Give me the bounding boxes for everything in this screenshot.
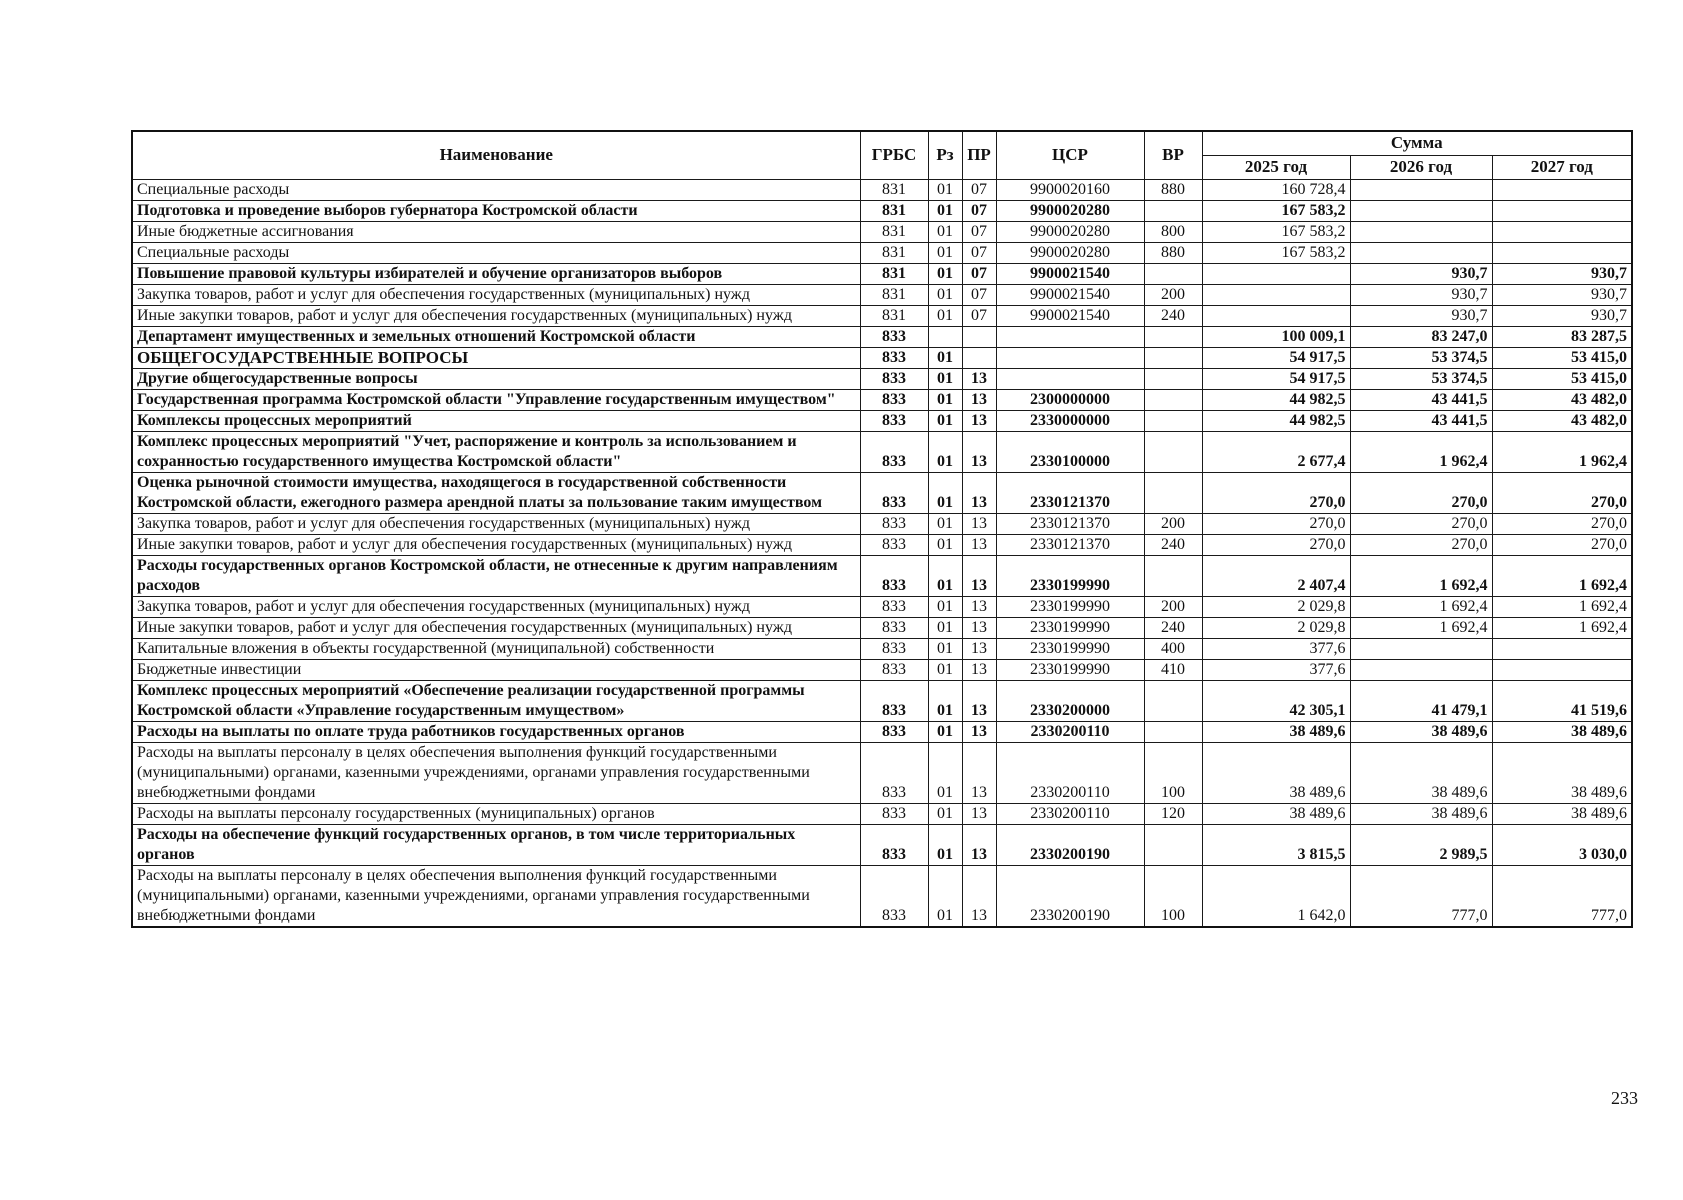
- cell-csr: 2330200110: [996, 721, 1144, 742]
- cell-sum-2025: 1 642,0: [1202, 865, 1350, 927]
- cell-sum-2026: 2 989,5: [1350, 824, 1492, 865]
- cell-sum-2027: 270,0: [1492, 534, 1632, 555]
- cell-vr: 200: [1144, 284, 1202, 305]
- cell-sum-2026: 777,0: [1350, 865, 1492, 927]
- cell-sum-2026: 1 692,4: [1350, 596, 1492, 617]
- cell-name: Расходы на выплаты по оплате труда работников государственных органов: [132, 721, 860, 742]
- cell-csr: 2330200190: [996, 865, 1144, 927]
- table-row: [132, 368, 1632, 389]
- cell-rz: 01: [928, 472, 962, 513]
- cell-sum-2025: 167 583,2: [1202, 200, 1350, 221]
- cell-vr: [1144, 824, 1202, 865]
- budget-table: [131, 130, 1633, 928]
- cell-rz: 01: [928, 389, 962, 410]
- header-year-2026: 2026 год: [1350, 155, 1492, 179]
- cell-csr: 2330200110: [996, 803, 1144, 824]
- cell-vr: 240: [1144, 617, 1202, 638]
- cell-pr: 13: [962, 742, 996, 803]
- cell-name: Расходы на выплаты персоналу в целях обеспечения выполнения функций государственными (муниципальными) органами, казенными учреждениями, органами управления государственными внебюджетными фондами: [132, 742, 860, 803]
- table-row: [132, 555, 1632, 596]
- cell-sum-2026: 930,7: [1350, 263, 1492, 284]
- cell-csr: 9900021540: [996, 305, 1144, 326]
- header-vr: ВР: [1144, 131, 1202, 179]
- table-row: [132, 200, 1632, 221]
- cell-name: Иные закупки товаров, работ и услуг для обеспечения государственных (муниципальных) нужд: [132, 617, 860, 638]
- cell-rz: 01: [928, 513, 962, 534]
- cell-sum-2026: 1 692,4: [1350, 617, 1492, 638]
- cell-sum-2026: 270,0: [1350, 513, 1492, 534]
- cell-sum-2027: 41 519,6: [1492, 680, 1632, 721]
- cell-pr: 07: [962, 263, 996, 284]
- cell-vr: [1144, 368, 1202, 389]
- table-row: [132, 824, 1632, 865]
- cell-sum-2027: 38 489,6: [1492, 803, 1632, 824]
- cell-sum-2025: 270,0: [1202, 472, 1350, 513]
- cell-name: Капитальные вложения в объекты государственной (муниципальной) собственности: [132, 638, 860, 659]
- cell-grbs: 831: [860, 221, 928, 242]
- cell-vr: [1144, 555, 1202, 596]
- cell-grbs: 831: [860, 284, 928, 305]
- cell-vr: [1144, 389, 1202, 410]
- cell-sum-2026: 270,0: [1350, 534, 1492, 555]
- cell-pr: 13: [962, 824, 996, 865]
- cell-grbs: 833: [860, 326, 928, 347]
- cell-grbs: 833: [860, 534, 928, 555]
- cell-sum-2025: 38 489,6: [1202, 742, 1350, 803]
- cell-vr: [1144, 431, 1202, 472]
- cell-sum-2026: 38 489,6: [1350, 803, 1492, 824]
- header-name: Наименование: [132, 131, 860, 179]
- cell-sum-2027: [1492, 200, 1632, 221]
- table-row: [132, 472, 1632, 513]
- cell-name: Закупка товаров, работ и услуг для обеспечения государственных (муниципальных) нужд: [132, 284, 860, 305]
- cell-sum-2025: 270,0: [1202, 513, 1350, 534]
- cell-sum-2025: 38 489,6: [1202, 803, 1350, 824]
- cell-sum-2025: [1202, 305, 1350, 326]
- cell-sum-2027: 1 692,4: [1492, 596, 1632, 617]
- cell-name: Специальные расходы: [132, 179, 860, 200]
- cell-name: Оценка рыночной стоимости имущества, находящегося в государственной собственности Костромской области, ежегодного размера арендной платы за пользование таким имуществом: [132, 472, 860, 513]
- cell-vr: [1144, 263, 1202, 284]
- cell-csr: 2330121370: [996, 472, 1144, 513]
- cell-rz: 01: [928, 263, 962, 284]
- cell-pr: 13: [962, 368, 996, 389]
- cell-pr: 13: [962, 596, 996, 617]
- header-pr: ПР: [962, 131, 996, 179]
- table-row: [132, 803, 1632, 824]
- cell-pr: 13: [962, 659, 996, 680]
- cell-csr: [996, 368, 1144, 389]
- cell-rz: [928, 326, 962, 347]
- table-row: [132, 534, 1632, 555]
- cell-rz: 01: [928, 431, 962, 472]
- table-row: [132, 326, 1632, 347]
- cell-vr: [1144, 472, 1202, 513]
- cell-grbs: 831: [860, 242, 928, 263]
- cell-sum-2025: 2 029,8: [1202, 596, 1350, 617]
- cell-csr: 2330199990: [996, 555, 1144, 596]
- cell-name: Расходы государственных органов Костромской области, не отнесенные к другим направлениям расходов: [132, 555, 860, 596]
- cell-grbs: 833: [860, 803, 928, 824]
- cell-pr: 13: [962, 389, 996, 410]
- cell-csr: 2330200000: [996, 680, 1144, 721]
- cell-sum-2027: 53 415,0: [1492, 368, 1632, 389]
- cell-rz: 01: [928, 721, 962, 742]
- cell-rz: 01: [928, 242, 962, 263]
- cell-sum-2027: 83 287,5: [1492, 326, 1632, 347]
- cell-sum-2025: 54 917,5: [1202, 368, 1350, 389]
- cell-name: Комплекс процессных мероприятий "Учет, распоряжение и контроль за использованием и сохранностью государственного имущества Костромской области": [132, 431, 860, 472]
- cell-rz: 01: [928, 347, 962, 368]
- cell-pr: [962, 347, 996, 368]
- cell-name: Иные закупки товаров, работ и услуг для обеспечения государственных (муниципальных) нужд: [132, 534, 860, 555]
- cell-grbs: 831: [860, 200, 928, 221]
- cell-name: Расходы на выплаты персоналу государственных (муниципальных) органов: [132, 803, 860, 824]
- cell-name: Иные закупки товаров, работ и услуг для обеспечения государственных (муниципальных) нужд: [132, 305, 860, 326]
- cell-vr: 880: [1144, 179, 1202, 200]
- cell-name: Департамент имущественных и земельных отношений Костромской области: [132, 326, 860, 347]
- table-row: [132, 284, 1632, 305]
- cell-grbs: 833: [860, 347, 928, 368]
- cell-pr: 07: [962, 242, 996, 263]
- cell-rz: 01: [928, 865, 962, 927]
- cell-csr: 2330199990: [996, 659, 1144, 680]
- cell-rz: 01: [928, 803, 962, 824]
- cell-sum-2027: 270,0: [1492, 513, 1632, 534]
- cell-sum-2025: 44 982,5: [1202, 389, 1350, 410]
- cell-csr: 2330199990: [996, 596, 1144, 617]
- cell-sum-2026: [1350, 638, 1492, 659]
- cell-rz: 01: [928, 680, 962, 721]
- cell-grbs: 833: [860, 824, 928, 865]
- cell-sum-2026: 930,7: [1350, 284, 1492, 305]
- cell-grbs: 833: [860, 638, 928, 659]
- cell-sum-2027: 270,0: [1492, 472, 1632, 513]
- cell-pr: 07: [962, 305, 996, 326]
- table-row: [132, 617, 1632, 638]
- cell-sum-2025: 167 583,2: [1202, 242, 1350, 263]
- cell-sum-2026: 43 441,5: [1350, 410, 1492, 431]
- header-rz: Рз: [928, 131, 962, 179]
- cell-vr: 100: [1144, 742, 1202, 803]
- cell-grbs: 831: [860, 263, 928, 284]
- cell-sum-2027: 43 482,0: [1492, 410, 1632, 431]
- cell-rz: 01: [928, 305, 962, 326]
- cell-rz: 01: [928, 200, 962, 221]
- cell-pr: 07: [962, 284, 996, 305]
- cell-rz: 01: [928, 284, 962, 305]
- cell-csr: 2330000000: [996, 410, 1144, 431]
- cell-sum-2027: 1 692,4: [1492, 555, 1632, 596]
- cell-grbs: 833: [860, 513, 928, 534]
- cell-sum-2027: 43 482,0: [1492, 389, 1632, 410]
- cell-grbs: 833: [860, 680, 928, 721]
- cell-vr: [1144, 410, 1202, 431]
- cell-sum-2026: 270,0: [1350, 472, 1492, 513]
- cell-csr: 2330199990: [996, 638, 1144, 659]
- cell-sum-2026: 83 247,0: [1350, 326, 1492, 347]
- cell-grbs: 833: [860, 659, 928, 680]
- cell-vr: 240: [1144, 534, 1202, 555]
- cell-grbs: 833: [860, 410, 928, 431]
- cell-sum-2026: 41 479,1: [1350, 680, 1492, 721]
- cell-sum-2026: 43 441,5: [1350, 389, 1492, 410]
- cell-pr: 07: [962, 179, 996, 200]
- table-row: [132, 179, 1632, 200]
- cell-name: Бюджетные инвестиции: [132, 659, 860, 680]
- cell-sum-2026: 38 489,6: [1350, 742, 1492, 803]
- cell-grbs: 833: [860, 389, 928, 410]
- cell-name: Государственная программа Костромской области "Управление государственным имуществом": [132, 389, 860, 410]
- cell-sum-2025: 42 305,1: [1202, 680, 1350, 721]
- cell-rz: 01: [928, 659, 962, 680]
- cell-sum-2025: 100 009,1: [1202, 326, 1350, 347]
- cell-vr: 800: [1144, 221, 1202, 242]
- cell-csr: 9900021540: [996, 284, 1144, 305]
- cell-sum-2025: 54 917,5: [1202, 347, 1350, 368]
- cell-sum-2027: 38 489,6: [1492, 721, 1632, 742]
- cell-csr: 9900020280: [996, 200, 1144, 221]
- cell-sum-2027: [1492, 638, 1632, 659]
- cell-sum-2026: [1350, 200, 1492, 221]
- cell-sum-2027: [1492, 659, 1632, 680]
- cell-rz: 01: [928, 410, 962, 431]
- cell-name: Расходы на выплаты персоналу в целях обеспечения выполнения функций государственными (муниципальными) органами, казенными учреждениями, органами управления государственными внебюджетными фондами: [132, 865, 860, 927]
- table-row: [132, 347, 1632, 368]
- cell-rz: 01: [928, 534, 962, 555]
- table-row: [132, 389, 1632, 410]
- cell-vr: 410: [1144, 659, 1202, 680]
- cell-vr: [1144, 326, 1202, 347]
- cell-vr: 200: [1144, 596, 1202, 617]
- cell-rz: 01: [928, 824, 962, 865]
- cell-grbs: 831: [860, 305, 928, 326]
- cell-sum-2025: 3 815,5: [1202, 824, 1350, 865]
- cell-pr: 13: [962, 513, 996, 534]
- cell-rz: 01: [928, 742, 962, 803]
- table-row: [132, 221, 1632, 242]
- cell-pr: 13: [962, 410, 996, 431]
- cell-sum-2025: 270,0: [1202, 534, 1350, 555]
- table-row: [132, 638, 1632, 659]
- cell-grbs: 833: [860, 431, 928, 472]
- cell-sum-2026: 38 489,6: [1350, 721, 1492, 742]
- cell-rz: 01: [928, 617, 962, 638]
- cell-vr: 880: [1144, 242, 1202, 263]
- cell-pr: 07: [962, 200, 996, 221]
- cell-name: Подготовка и проведение выборов губернатора Костромской области: [132, 200, 860, 221]
- cell-pr: [962, 326, 996, 347]
- table-row: [132, 596, 1632, 617]
- cell-vr: [1144, 200, 1202, 221]
- cell-sum-2026: 53 374,5: [1350, 347, 1492, 368]
- cell-grbs: 833: [860, 617, 928, 638]
- cell-csr: 9900021540: [996, 263, 1144, 284]
- cell-sum-2027: 1 692,4: [1492, 617, 1632, 638]
- cell-name: Закупка товаров, работ и услуг для обеспечения государственных (муниципальных) нужд: [132, 596, 860, 617]
- cell-rz: 01: [928, 221, 962, 242]
- cell-name: Специальные расходы: [132, 242, 860, 263]
- cell-sum-2027: [1492, 221, 1632, 242]
- table-row: [132, 721, 1632, 742]
- cell-rz: 01: [928, 555, 962, 596]
- cell-sum-2026: 1 692,4: [1350, 555, 1492, 596]
- cell-sum-2026: [1350, 221, 1492, 242]
- cell-grbs: 833: [860, 555, 928, 596]
- cell-rz: 01: [928, 179, 962, 200]
- cell-name: Другие общегосударственные вопросы: [132, 368, 860, 389]
- cell-csr: 2330100000: [996, 431, 1144, 472]
- cell-csr: 2330200190: [996, 824, 1144, 865]
- cell-pr: 13: [962, 555, 996, 596]
- cell-csr: [996, 347, 1144, 368]
- cell-vr: 240: [1144, 305, 1202, 326]
- table-row: [132, 410, 1632, 431]
- cell-sum-2027: 930,7: [1492, 284, 1632, 305]
- cell-pr: 13: [962, 472, 996, 513]
- table-row: [132, 305, 1632, 326]
- cell-rz: 01: [928, 638, 962, 659]
- cell-pr: 07: [962, 221, 996, 242]
- cell-pr: 13: [962, 534, 996, 555]
- header-year-2027: 2027 год: [1492, 155, 1632, 179]
- table-row: [132, 242, 1632, 263]
- table-row: [132, 742, 1632, 803]
- cell-vr: 400: [1144, 638, 1202, 659]
- cell-csr: 2300000000: [996, 389, 1144, 410]
- cell-name: Комплекс процессных мероприятий «Обеспечение реализации государственной программы Костромской области «Управление государственным имуществом»: [132, 680, 860, 721]
- table-header: [132, 131, 1632, 179]
- cell-pr: 13: [962, 617, 996, 638]
- cell-sum-2025: [1202, 284, 1350, 305]
- cell-sum-2025: 167 583,2: [1202, 221, 1350, 242]
- header-sum: Сумма: [1202, 131, 1632, 155]
- cell-grbs: 833: [860, 472, 928, 513]
- cell-csr: 9900020280: [996, 221, 1144, 242]
- table-row: [132, 431, 1632, 472]
- cell-pr: 13: [962, 865, 996, 927]
- cell-grbs: 833: [860, 368, 928, 389]
- cell-csr: 9900020280: [996, 242, 1144, 263]
- cell-name: Закупка товаров, работ и услуг для обеспечения государственных (муниципальных) нужд: [132, 513, 860, 534]
- cell-csr: 2330199990: [996, 617, 1144, 638]
- cell-grbs: 831: [860, 179, 928, 200]
- cell-sum-2026: 930,7: [1350, 305, 1492, 326]
- cell-sum-2027: [1492, 179, 1632, 200]
- cell-sum-2027: 53 415,0: [1492, 347, 1632, 368]
- cell-grbs: 833: [860, 721, 928, 742]
- cell-sum-2026: [1350, 242, 1492, 263]
- cell-sum-2025: 377,6: [1202, 638, 1350, 659]
- cell-pr: 13: [962, 803, 996, 824]
- cell-pr: 13: [962, 680, 996, 721]
- cell-sum-2027: 3 030,0: [1492, 824, 1632, 865]
- cell-csr: 2330200110: [996, 742, 1144, 803]
- cell-sum-2027: [1492, 242, 1632, 263]
- cell-sum-2025: 2 029,8: [1202, 617, 1350, 638]
- cell-grbs: 833: [860, 596, 928, 617]
- cell-pr: 13: [962, 721, 996, 742]
- table-row: [132, 263, 1632, 284]
- cell-sum-2026: 53 374,5: [1350, 368, 1492, 389]
- cell-name: ОБЩЕГОСУДАРСТВЕННЫЕ ВОПРОСЫ: [132, 347, 860, 368]
- cell-name: Комплексы процессных мероприятий: [132, 410, 860, 431]
- cell-csr: 9900020160: [996, 179, 1144, 200]
- cell-sum-2027: 930,7: [1492, 305, 1632, 326]
- cell-sum-2025: 2 407,4: [1202, 555, 1350, 596]
- cell-grbs: 833: [860, 742, 928, 803]
- header-csr: ЦСР: [996, 131, 1144, 179]
- table-row: [132, 865, 1632, 927]
- cell-sum-2025: 2 677,4: [1202, 431, 1350, 472]
- cell-sum-2025: 44 982,5: [1202, 410, 1350, 431]
- cell-vr: [1144, 347, 1202, 368]
- cell-sum-2027: 930,7: [1492, 263, 1632, 284]
- header-grbs: ГРБС: [860, 131, 928, 179]
- cell-sum-2026: 1 962,4: [1350, 431, 1492, 472]
- header-year-2025: 2025 год: [1202, 155, 1350, 179]
- cell-sum-2025: 160 728,4: [1202, 179, 1350, 200]
- cell-rz: 01: [928, 596, 962, 617]
- table-row: [132, 680, 1632, 721]
- page-number: 233: [1611, 1088, 1638, 1108]
- cell-vr: [1144, 721, 1202, 742]
- cell-vr: 100: [1144, 865, 1202, 927]
- cell-csr: 2330121370: [996, 513, 1144, 534]
- cell-sum-2026: [1350, 659, 1492, 680]
- cell-sum-2027: 38 489,6: [1492, 742, 1632, 803]
- cell-sum-2027: 777,0: [1492, 865, 1632, 927]
- cell-pr: 13: [962, 431, 996, 472]
- cell-grbs: 833: [860, 865, 928, 927]
- table-row: [132, 513, 1632, 534]
- cell-csr: 2330121370: [996, 534, 1144, 555]
- cell-name: Расходы на обеспечение функций государственных органов, в том числе территориальных органов: [132, 824, 860, 865]
- cell-sum-2026: [1350, 179, 1492, 200]
- cell-sum-2025: 38 489,6: [1202, 721, 1350, 742]
- cell-vr: 120: [1144, 803, 1202, 824]
- table-row: [132, 659, 1632, 680]
- cell-sum-2027: 1 962,4: [1492, 431, 1632, 472]
- cell-sum-2025: [1202, 263, 1350, 284]
- cell-name: Иные бюджетные ассигнования: [132, 221, 860, 242]
- table-body: [132, 179, 1632, 927]
- cell-vr: [1144, 680, 1202, 721]
- cell-pr: 13: [962, 638, 996, 659]
- cell-csr: [996, 326, 1144, 347]
- cell-name: Повышение правовой культуры избирателей и обучение организаторов выборов: [132, 263, 860, 284]
- cell-vr: 200: [1144, 513, 1202, 534]
- cell-rz: 01: [928, 368, 962, 389]
- cell-sum-2025: 377,6: [1202, 659, 1350, 680]
